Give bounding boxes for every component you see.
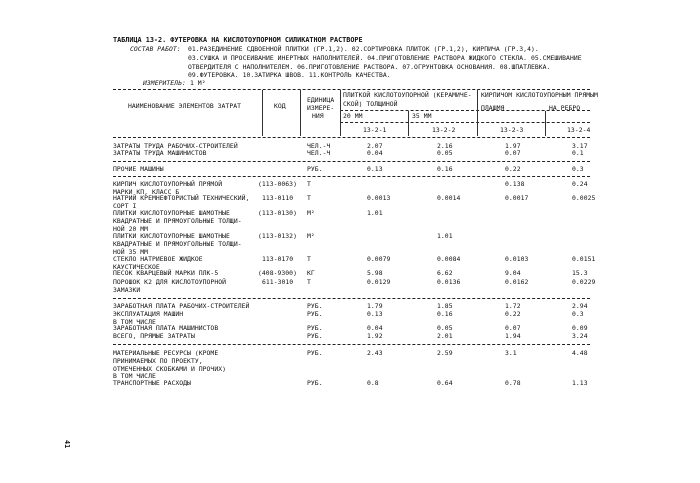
row-name-line: КИРПИЧ КИСЛОТОУПОРНЫЙ ПРЯМОЙ bbox=[113, 180, 223, 188]
vsep-tile-brick bbox=[477, 90, 478, 136]
row-value-col-3: 0.0017 bbox=[505, 194, 529, 202]
col-sub-35mm: 35 ММ bbox=[412, 112, 432, 120]
row-value-col-4: 4.48 bbox=[572, 349, 588, 357]
row-name-line: СОРТ I bbox=[113, 201, 137, 210]
row-unit: Т bbox=[307, 278, 311, 286]
row-code: 113-0170 bbox=[262, 255, 294, 263]
col-id-1: 13-2-1 bbox=[363, 126, 387, 134]
row-name-line: ВСЕГО, ПРЯМЫЕ ЗАТРАТЫ bbox=[113, 332, 195, 340]
row-unit: РУБ. bbox=[307, 379, 323, 387]
row-name-line: ЭКСПЛУАТАЦИЯ МАШИН bbox=[113, 310, 184, 318]
row-unit: РУБ. bbox=[307, 310, 323, 318]
row-value-col-4: 3.24 bbox=[572, 332, 588, 340]
row-name-line: КАУСТИЧЕСКОЕ bbox=[113, 262, 160, 271]
row-value-col-3: 0.138 bbox=[505, 180, 525, 188]
row-value-col-2: 0.05 bbox=[437, 324, 453, 332]
row-value-col-1: 0.0013 bbox=[367, 194, 391, 202]
table-rule-sub bbox=[340, 122, 590, 123]
rule-after-totals bbox=[113, 344, 590, 345]
row-value-col-2: 0.16 bbox=[437, 310, 453, 318]
row-value-col-4: 0.3 bbox=[572, 310, 584, 318]
vsep-unit-values bbox=[340, 90, 341, 136]
row-value-col-1: 0.04 bbox=[367, 149, 383, 157]
row-name-line: ЗАРАБОТНАЯ ПЛАТА МАШИНИСТОВ bbox=[113, 324, 219, 332]
col-group-brick: КИРПИЧОМ КИСЛОТОУПОРНЫМ ПРЯМЫМ bbox=[481, 91, 598, 99]
row-unit: РУБ. bbox=[307, 165, 323, 173]
col-sub-flat: ПЛАШМЯ bbox=[481, 104, 505, 112]
col-header-unit-3: НИЯ bbox=[312, 112, 324, 120]
row-name-line: НОЙ 35 ММ bbox=[113, 247, 149, 256]
row-value-col-4: 0.24 bbox=[572, 180, 588, 188]
row-value-col-2: 1.85 bbox=[437, 302, 453, 310]
row-value-col-3: 3.1 bbox=[505, 349, 517, 357]
row-value-col-2: 0.16 bbox=[437, 165, 453, 173]
row-name-line: КВАДРАТНЫЕ И ПРЯМОУГОЛЬНЫЕ ТОЛЩИ- bbox=[113, 239, 242, 248]
vsep-name-code bbox=[262, 90, 263, 136]
row-value-col-2: 0.05 bbox=[437, 149, 453, 157]
row-name-line: СТЕКЛО НАТРИЕВОЕ ЖИДКОЕ bbox=[113, 255, 203, 263]
row-name-line: ОТМЕЧЕННЫХ СКОБКАМИ И ПРОЧИХ) bbox=[113, 364, 227, 373]
vsep-20-35 bbox=[408, 111, 409, 136]
row-value-col-3: 0.78 bbox=[505, 379, 521, 387]
row-value-col-1: 0.0079 bbox=[367, 255, 391, 263]
row-value-col-1: 1.92 bbox=[367, 332, 383, 340]
row-name-line: ПЛИТКИ КИСЛОТОУПОРНЫЕ ШАМОТНЫЕ bbox=[113, 232, 230, 240]
row-name-line: В ТОМ ЧИСЛЕ bbox=[113, 372, 156, 381]
rule-after-materials bbox=[113, 298, 590, 299]
row-value-col-2: 0.0084 bbox=[437, 255, 461, 263]
row-value-col-4: 0.0151 bbox=[572, 255, 596, 263]
page-number: 41 bbox=[63, 440, 71, 449]
row-value-col-1: 5.98 bbox=[367, 269, 383, 277]
row-value-col-2: 0.64 bbox=[437, 379, 453, 387]
col-group-tile-1: ПЛИТКОЙ КИСЛОТОУПОРНОЙ (КЕРАМИЧЕ- bbox=[343, 91, 472, 99]
row-value-col-4: 15.3 bbox=[572, 269, 588, 277]
row-code: (408-9300) bbox=[258, 269, 297, 277]
row-value-col-3: 1.94 bbox=[505, 332, 521, 340]
table-header-bottom-rule bbox=[113, 137, 590, 138]
row-name-line: МАРКИ КП, КЛАСС Б bbox=[113, 187, 180, 196]
row-value-col-2: 0.0136 bbox=[437, 278, 461, 286]
row-code: (113-0130) bbox=[258, 209, 297, 217]
row-name-line: ПОРОШОК К2 ДЛЯ КИСЛОТОУПОРНОЙ bbox=[113, 278, 227, 286]
row-unit: РУБ. bbox=[307, 302, 323, 310]
row-value-col-1: 0.13 bbox=[367, 165, 383, 173]
meter-label: ИЗМЕРИТЕЛЬ: bbox=[143, 79, 186, 87]
col-header-name: НАИМЕНОВАНИЕ ЭЛЕМЕНТОВ ЗАТРАТ bbox=[128, 102, 242, 110]
row-value-col-1: 0.04 bbox=[367, 324, 383, 332]
col-header-unit-2: ИЗМЕРЕ- bbox=[307, 104, 335, 112]
row-unit: Т bbox=[307, 255, 311, 263]
meter-value: 1 М² bbox=[190, 79, 206, 87]
row-unit: ЧЕЛ.-Ч bbox=[307, 142, 331, 150]
row-name-line: ПРОЧИЕ МАШИНЫ bbox=[113, 165, 164, 173]
row-value-col-4: 0.1 bbox=[572, 149, 584, 157]
composition-label: СОСТАВ РАБОТ: bbox=[130, 45, 181, 53]
row-name-line: ТРАНСПОРТНЫЕ РАСХОДЫ bbox=[113, 379, 191, 387]
row-name-line: ЗАТРАТЫ ТРУДА МАШИНИСТОВ bbox=[113, 149, 207, 157]
rule-after-machines bbox=[113, 176, 590, 177]
col-group-tile-2: СКОЙ) ТОЛЩИНОЙ bbox=[343, 100, 398, 108]
row-code: (113-0132) bbox=[258, 232, 297, 240]
row-value-col-3: 0.07 bbox=[505, 149, 521, 157]
col-id-2: 13-2-2 bbox=[432, 126, 456, 134]
row-name-line: ЗАРАБОТНАЯ ПЛАТА РАБОЧИХ-СТРОИТЕЛЕЙ bbox=[113, 302, 250, 310]
row-value-col-1: 2.43 bbox=[367, 349, 383, 357]
row-value-col-4: 2.94 bbox=[572, 302, 588, 310]
row-code: 611-3010 bbox=[262, 278, 294, 286]
row-unit: ЧЕЛ.-Ч bbox=[307, 149, 331, 157]
row-name-line: ЗАМАЗКИ bbox=[113, 285, 141, 294]
row-value-col-3: 1.72 bbox=[505, 302, 521, 310]
col-header-code: КОД bbox=[274, 102, 286, 110]
vsep-code-unit bbox=[300, 90, 301, 136]
composition-line-1: 01.РАЗЕДИНЕНИЕ СДВОЕННОЙ ПЛИТКИ (ГР.1,2). 02.СОРТИРОВКА ПЛИТОК (ГР.1,2), КИРПИЧА (ГР.3,4). bbox=[188, 45, 539, 53]
row-unit: Т bbox=[307, 180, 311, 188]
row-value-col-1: 0.8 bbox=[367, 379, 379, 387]
col-id-4: 13-2-4 bbox=[567, 126, 591, 134]
row-value-col-4: 0.3 bbox=[572, 165, 584, 173]
vsep-flat-edge bbox=[545, 111, 546, 136]
row-name-line: КВАДРАТНЫЕ И ПРЯМОУГОЛЬНЫЕ ТОЛЩИ- bbox=[113, 216, 242, 225]
composition-line-3: ОТВЕРДИТЕЛЯ С НАПОЛНИТЕЛЕМ. 06.ПРИГОТОВЛЕНИЕ РАСТВОРА. 07.ОГРУНТОВКА ОСНОВАНИЯ. 08.ШПАТЛЕВКА. bbox=[188, 63, 551, 71]
row-unit: М² bbox=[307, 232, 315, 240]
row-name-line: В ТОМ ЧИСЛЕ bbox=[113, 317, 156, 326]
row-value-col-4: 3.17 bbox=[572, 142, 588, 150]
col-header-unit-1: ЕДИНИЦА bbox=[307, 96, 335, 104]
composition-line-2: 03.СУШКА И ПРОСЕИВАНИЕ ИНЕРТНЫХ НАПОЛНИТЕЛЕЙ. 04.ПРИГОТОВЛЕНИЕ РАСТВОРА ЖИДКОГО СТЕКЛА. 05.СМЕШИВАНИЕ bbox=[188, 54, 582, 62]
row-code: (113-0063) bbox=[258, 180, 297, 188]
row-value-col-1: 0.13 bbox=[367, 310, 383, 318]
row-value-col-2: 2.59 bbox=[437, 349, 453, 357]
table-top-rule bbox=[113, 89, 590, 90]
row-value-col-2: 1.01 bbox=[437, 232, 453, 240]
row-value-col-3: 0.07 bbox=[505, 324, 521, 332]
row-value-col-2: 6.62 bbox=[437, 269, 453, 277]
rule-after-labor bbox=[113, 161, 590, 162]
row-value-col-3: 0.0103 bbox=[505, 255, 529, 263]
row-unit: КГ bbox=[307, 269, 315, 277]
row-value-col-3: 0.0162 bbox=[505, 278, 529, 286]
row-value-col-4: 0.0025 bbox=[572, 194, 596, 202]
row-value-col-1: 2.07 bbox=[367, 142, 383, 150]
row-value-col-4: 0.09 bbox=[572, 324, 588, 332]
row-value-col-3: 9.04 bbox=[505, 269, 521, 277]
col-sub-edge: НА РЕБРО bbox=[549, 104, 581, 112]
row-unit: Т bbox=[307, 194, 311, 202]
row-name-line: ПЛИТКИ КИСЛОТОУПОРНЫЕ ШАМОТНЫЕ bbox=[113, 209, 230, 217]
row-name-line: ЗАТРАТЫ ТРУДА РАБОЧИХ-СТРОИТЕЛЕЙ bbox=[113, 142, 238, 150]
row-code: 113-0110 bbox=[262, 194, 294, 202]
row-unit: РУБ. bbox=[307, 349, 323, 357]
row-value-col-3: 0.22 bbox=[505, 165, 521, 173]
col-id-3: 13-2-3 bbox=[500, 126, 524, 134]
row-value-col-2: 2.16 bbox=[437, 142, 453, 150]
row-value-col-3: 0.22 bbox=[505, 310, 521, 318]
row-unit: М² bbox=[307, 209, 315, 217]
row-value-col-4: 1.13 bbox=[572, 379, 588, 387]
row-value-col-1: 1.01 bbox=[367, 209, 383, 217]
row-value-col-2: 0.0014 bbox=[437, 194, 461, 202]
composition-line-4: 09.ФУТЕРОВКА. 10.ЗАТИРКА ШВОВ. 11.КОНТРОЛЬ КАЧЕСТВА. bbox=[188, 71, 391, 79]
row-value-col-4: 0.0229 bbox=[572, 278, 596, 286]
row-name-line: ПРИНИМАЕМЫХ ПО ПРОЕКТУ, bbox=[113, 356, 203, 365]
row-unit: РУБ. bbox=[307, 332, 323, 340]
row-unit: РУБ. bbox=[307, 324, 323, 332]
row-value-col-2: 2.01 bbox=[437, 332, 453, 340]
row-name-line: ПЕСОК КВАРЦЕВЫЙ МАРКИ ПЛК-5 bbox=[113, 269, 219, 277]
row-name-line: МАТЕРИАЛЬНЫЕ РЕСУРСЫ (КРОМЕ bbox=[113, 349, 219, 357]
row-value-col-3: 1.97 bbox=[505, 142, 521, 150]
row-value-col-1: 1.79 bbox=[367, 302, 383, 310]
row-name-line: НАТРИЙ КРЕМНЕФТОРИСТЫЙ ТЕХНИЧЕСКИЙ, bbox=[113, 194, 250, 202]
row-value-col-1: 0.0129 bbox=[367, 278, 391, 286]
col-sub-20mm: 20 ММ bbox=[343, 112, 363, 120]
table-title: ТАБЛИЦА 13-2. ФУТЕРОВКА НА КИСЛОТОУПОРНОМ СИЛИКАТНОМ РАСТВОРЕ bbox=[113, 36, 363, 44]
row-name-line: НОЙ 20 ММ bbox=[113, 224, 149, 233]
